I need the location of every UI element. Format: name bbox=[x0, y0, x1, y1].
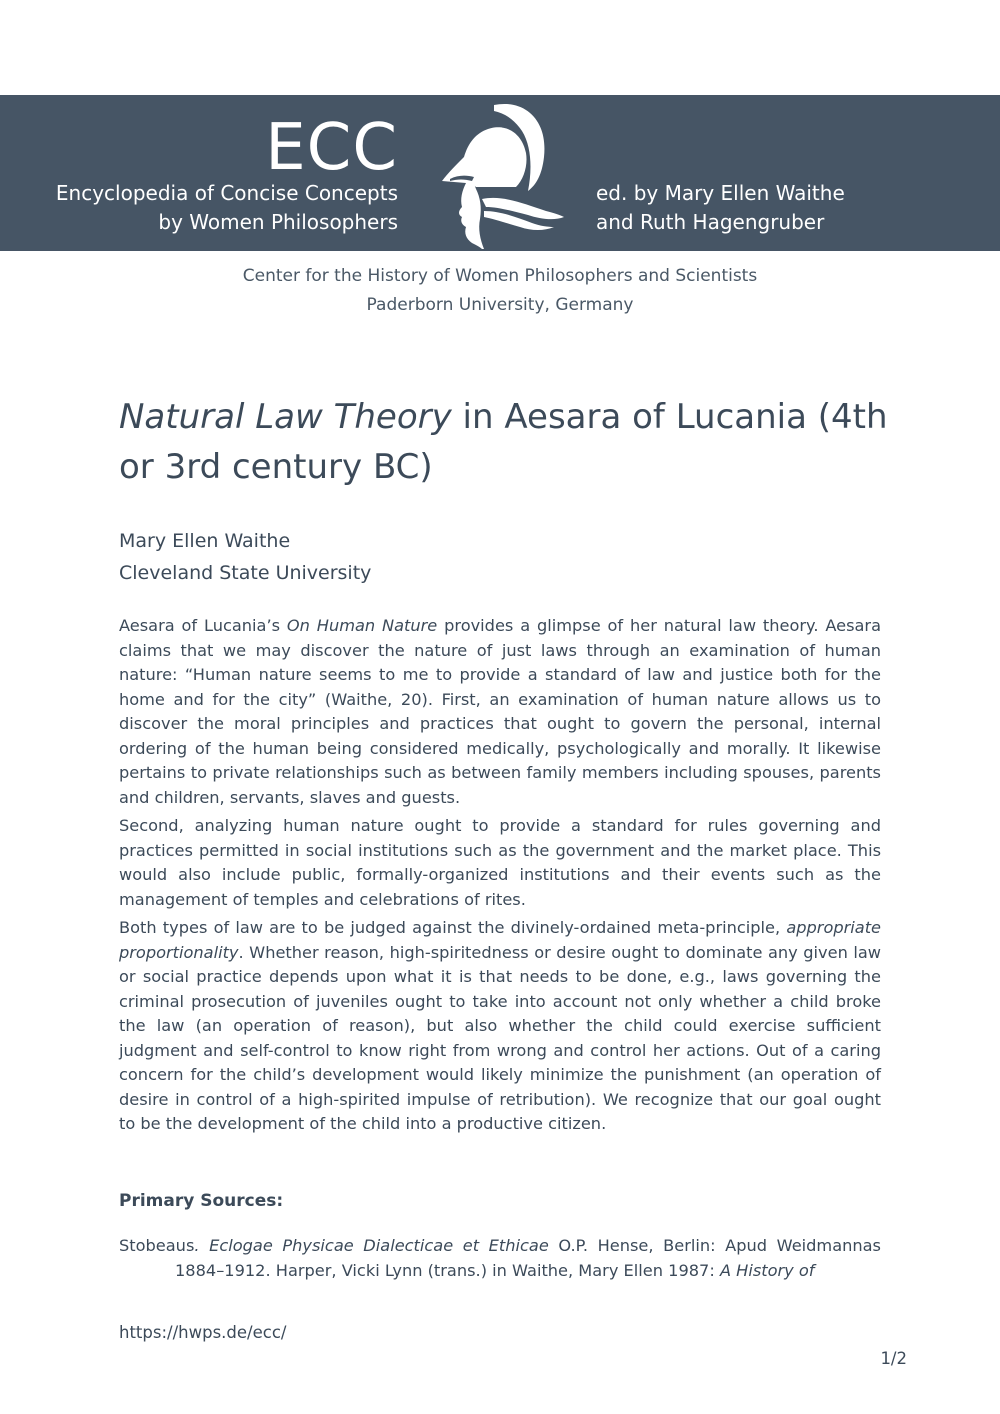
article-title-italic: Natural Law Theory bbox=[119, 397, 452, 437]
paragraph-1-rest: provides a glimpse of her natural law theory. Aesara claims that we may discover the nature of just laws through an examination of human nature: “Human nature seems to me to provide a standard of law and justice both for the home and for the city” (Waithe, 20). First, an examination of human nature allows us to discover the moral principles and practices that ought to govern the personal, internal ordering of the human being considered medically, psychologically and morally. It likewise pertains to private relationships such as between family members including spouses, parents and children, servants, slaves and guests. bbox=[119, 616, 881, 807]
work-title-on-human-nature: On Human Nature bbox=[286, 616, 438, 635]
term-appropriate-proportionality: appropriate proportionality bbox=[119, 918, 881, 962]
reference-entry bbox=[119, 1234, 881, 1283]
paragraph-3 bbox=[119, 916, 881, 1137]
reference-details: O.P. Hense, Berlin: Apud Weidmannas 1884–1912. Harper, Vicki Lynn (trans.) in Waithe, Mary Ellen 1987: bbox=[175, 1236, 881, 1280]
encyclopedia-title-line1: Encyclopedia of Concise Concepts bbox=[55, 181, 398, 205]
institution-center: Center for the History of Women Philosophers and Scientists bbox=[242, 266, 758, 286]
paragraph-1-start: Aesara of Lucania’s bbox=[119, 616, 287, 635]
editors-line1: ed. by Mary Ellen Waithe bbox=[596, 181, 845, 205]
reference-author: Stobeaus bbox=[119, 1236, 195, 1255]
athena-helmet-icon bbox=[436, 99, 566, 249]
reference-title: . Eclogae Physicae Dialecticae et Ethicae bbox=[194, 1236, 549, 1255]
paragraph-2: Second, analyzing human nature ought to provide a standard for rules governing and practices permitted in social institutions such as the government and the market place. This would also include public, formally-organized institutions and their events such as the management of temples and celebrations of rites. bbox=[119, 816, 881, 909]
footer-url[interactable]: https://hwps.de/ecc/ bbox=[119, 1323, 287, 1342]
article-title bbox=[119, 392, 889, 492]
institution-university: Paderborn University, Germany bbox=[366, 295, 634, 315]
author-affiliation: Cleveland State University bbox=[119, 562, 372, 584]
header-banner bbox=[0, 95, 1000, 251]
page-number: 1/2 bbox=[880, 1349, 907, 1368]
ecc-acronym: ECC bbox=[265, 111, 398, 185]
reference-book-title: A History of bbox=[719, 1260, 815, 1280]
paragraph-3-rest: . Whether reason, high-spiritedness or desire ought to dominate any given law or social practice depends upon what it is that needs to be done, e.g., laws governing the criminal prosecution of juveniles ought to take into account not only whether a child broke the law (an operation of reason), but also whether the child could exercise sufficient judgment and self-control to know right from wrong and control her actions. Out of a caring concern for the child’s development would likely minimize the punishment (an operation of desire in control of a high-spirited impulse of retribution). We recognize that our goal ought to be the development of the child into a productive citizen. bbox=[119, 942, 881, 1133]
editors bbox=[596, 179, 845, 237]
paragraph-3-start: Both types of law are to be judged against the divinely-ordained meta-principle, bbox=[119, 918, 787, 937]
encyclopedia-title bbox=[56, 179, 398, 237]
article-title-rest: in Aesara of Lucania (4th or 3rd century BC) bbox=[119, 397, 888, 487]
article-body bbox=[119, 614, 881, 1141]
encyclopedia-title-line2: by Women Philosophers bbox=[158, 210, 398, 234]
paragraph-1 bbox=[119, 614, 881, 810]
author-name: Mary Ellen Waithe bbox=[119, 530, 291, 552]
primary-sources-heading: Primary Sources: bbox=[119, 1191, 284, 1211]
editors-line2: and Ruth Hagengruber bbox=[596, 210, 825, 234]
